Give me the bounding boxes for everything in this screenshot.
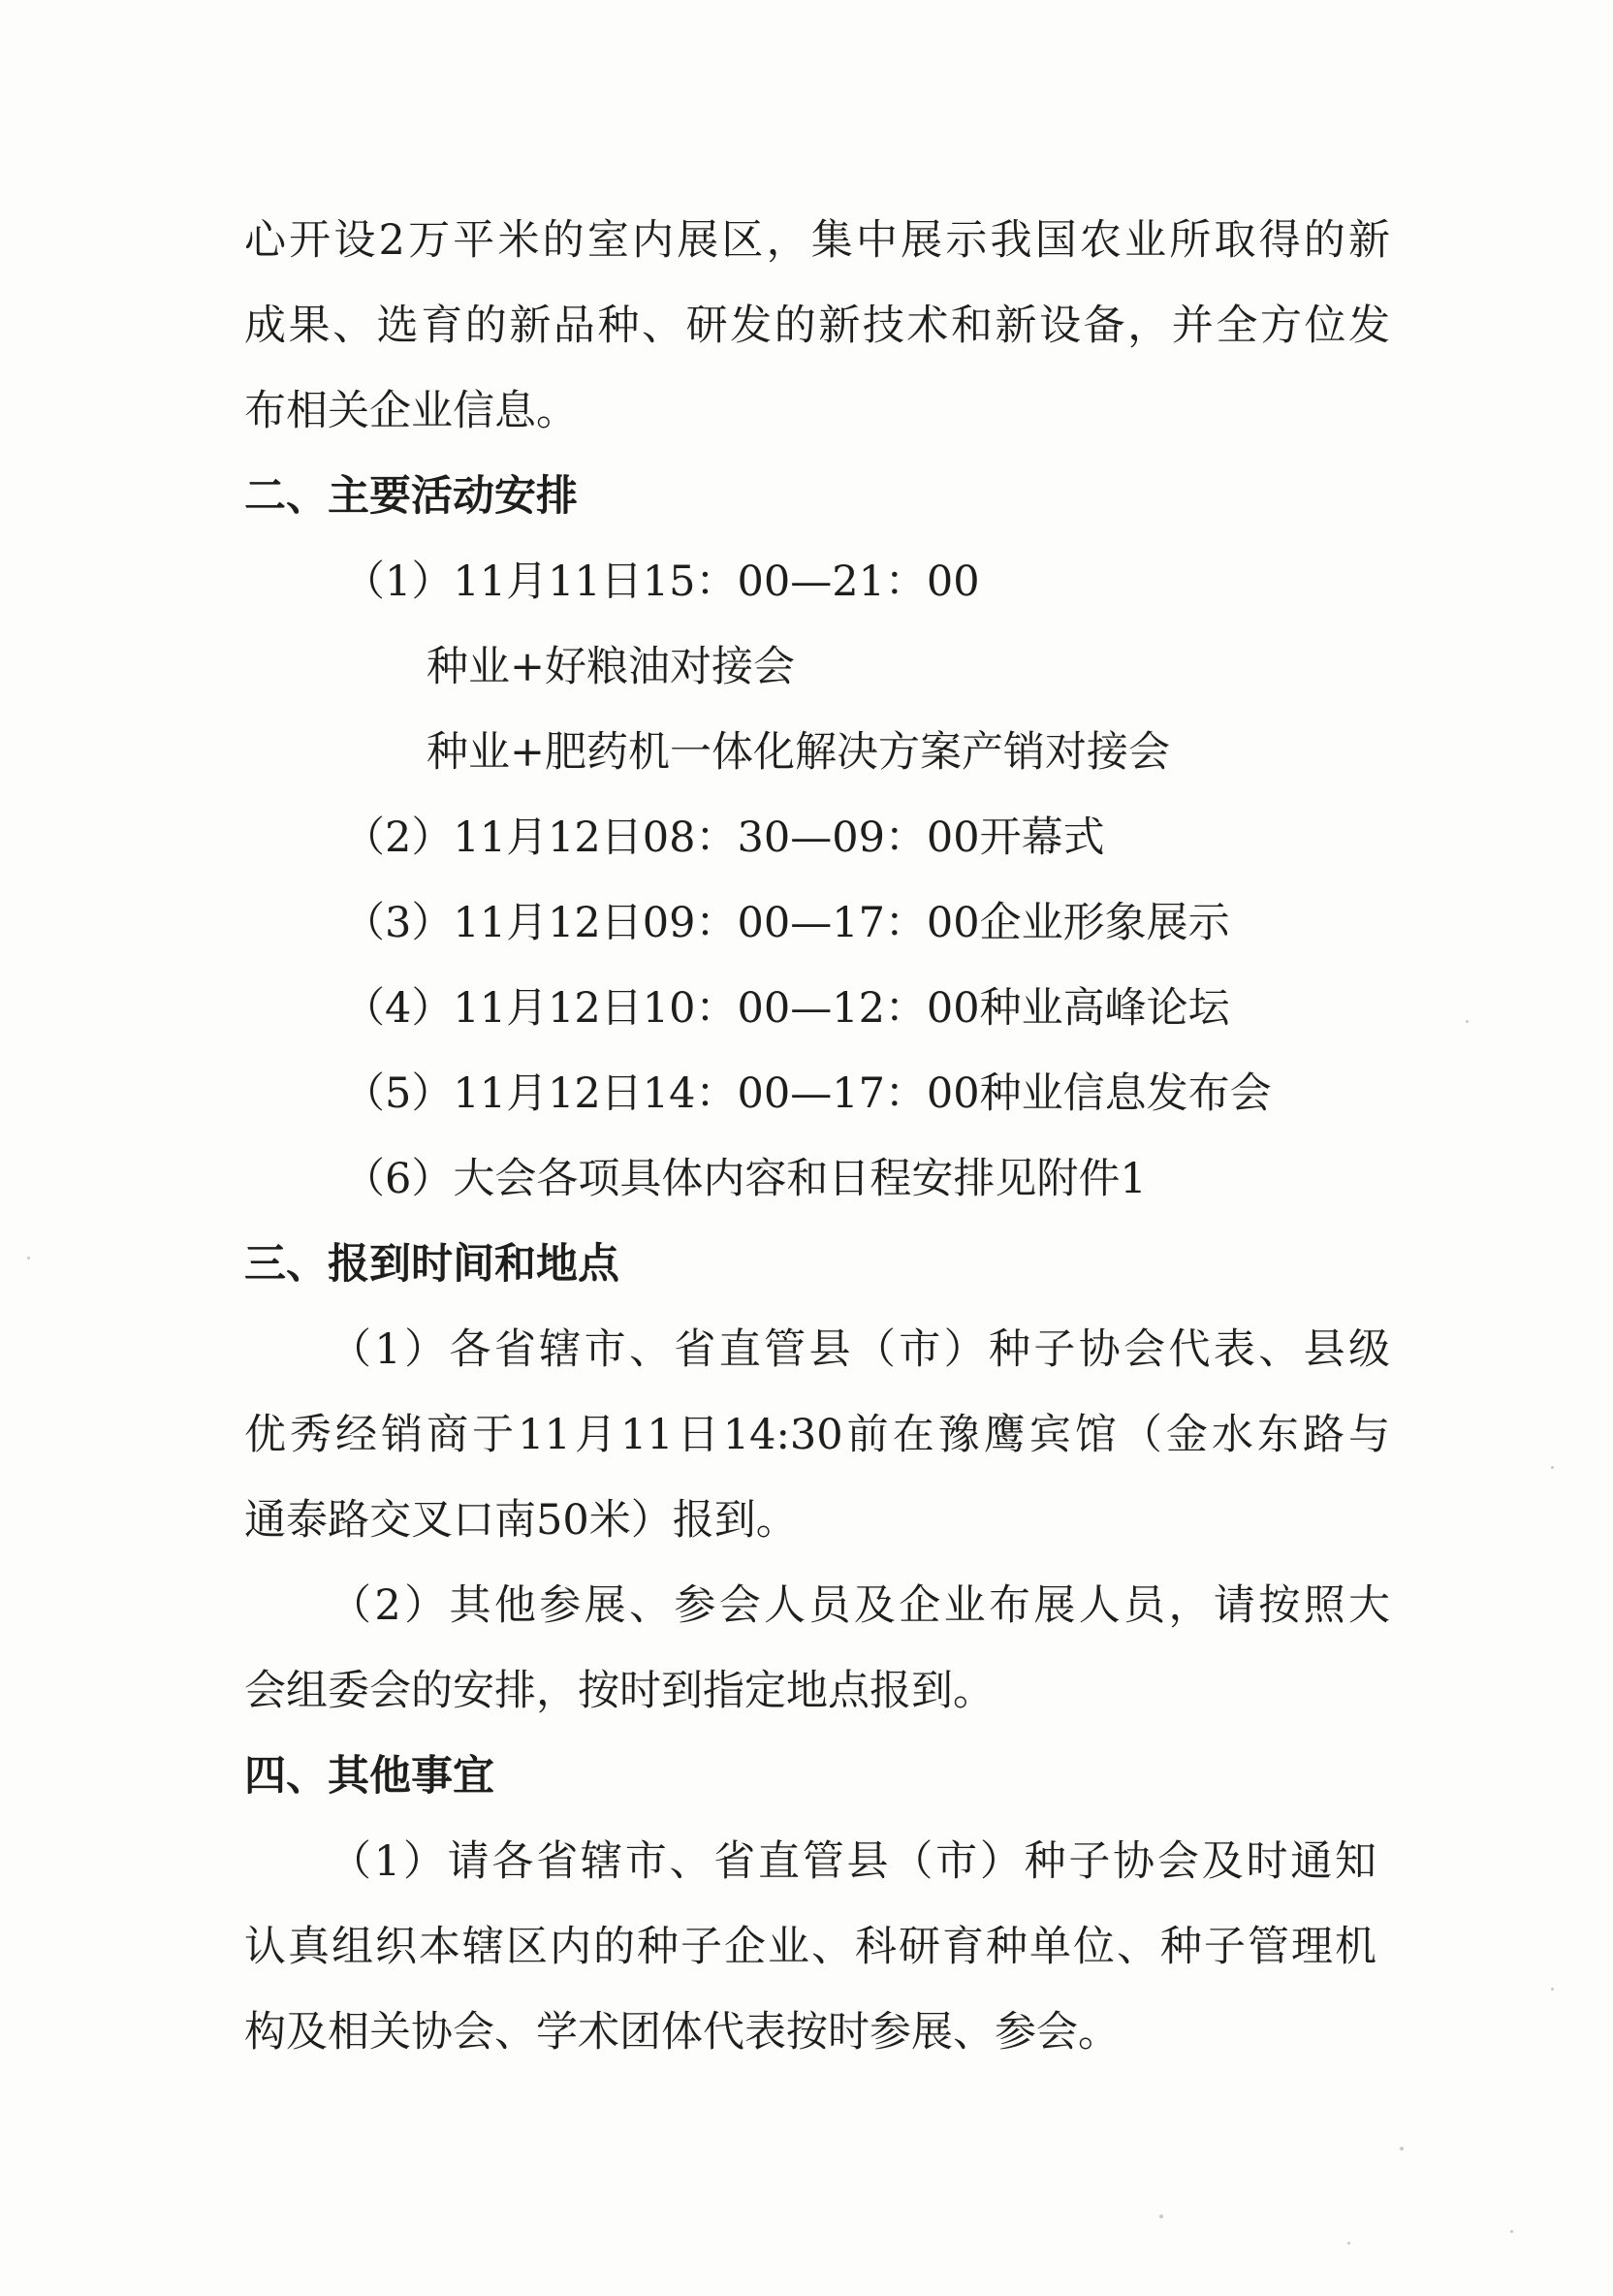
scan-speck: [1551, 1988, 1554, 1991]
activity-item-1-event-2: 种业+肥药机一体化解决方案产销对接会: [427, 728, 1171, 777]
scan-speck: [1159, 2215, 1163, 2218]
activity-item-4: （4）11月12日10：00—12：00种业高峰论坛: [343, 984, 1230, 1033]
activity-item-1-time: （1）11月11日15：00—21：00: [343, 558, 980, 606]
section-4-heading: 四、其他事宜: [244, 1752, 494, 1801]
section-2-heading: 二、主要活动安排: [244, 472, 578, 521]
section-3-paragraph-1-line-3: 通泰路交叉口南50米）报到。: [244, 1496, 798, 1545]
section-3-paragraph-1-line-2: 优秀经销商于11月11日14:30前在豫鹰宾馆（金水东路与: [244, 1411, 1390, 1459]
paragraph-1-line-2: 成果、选育的新品种、研发的新技术和新设备，并全方位发: [244, 302, 1390, 350]
activity-item-5: （5）11月12日14：00—17：00种业信息发布会: [343, 1069, 1272, 1118]
section-3-heading: 三、报到时间和地点: [244, 1240, 619, 1289]
scan-speck: [1510, 2230, 1513, 2233]
activity-item-1-event-1: 种业+好粮油对接会: [427, 643, 796, 691]
section-4-paragraph-1-line-1: （1）请各省辖市、省直管县（市）种子协会及时通知: [330, 1837, 1376, 1886]
activity-item-2: （2）11月12日08：30—09：00开幕式: [343, 813, 1105, 862]
scan-speck: [1400, 2147, 1404, 2151]
activity-item-6: （6）大会各项具体内容和日程安排见附件1: [343, 1155, 1147, 1203]
section-4-paragraph-1-line-2: 认真组织本辖区内的种子企业、科研育种单位、种子管理机: [244, 1923, 1376, 1971]
paragraph-1-line-1: 心开设2万平米的室内展区，集中展示我国农业所取得的新: [244, 216, 1390, 265]
section-3-paragraph-2-line-1: （2）其他参展、参会人员及企业布展人员，请按照大: [330, 1581, 1390, 1630]
scan-speck: [1466, 1020, 1469, 1023]
section-4-paragraph-1-line-3: 构及相关协会、学术团体代表按时参展、参会。: [244, 2008, 1120, 2057]
paragraph-1-line-3: 布相关企业信息。: [244, 387, 578, 435]
scan-speck: [1347, 2242, 1350, 2245]
section-3-paragraph-2-line-2: 会组委会的安排，按时到指定地点报到。: [244, 1667, 995, 1715]
section-3-paragraph-1-line-1: （1）各省辖市、省直管县（市）种子协会代表、县级: [330, 1325, 1390, 1374]
scan-speck: [1551, 1466, 1554, 1469]
scan-speck: [27, 1257, 30, 1260]
activity-item-3: （3）11月12日09：00—17：00企业形象展示: [343, 899, 1230, 947]
